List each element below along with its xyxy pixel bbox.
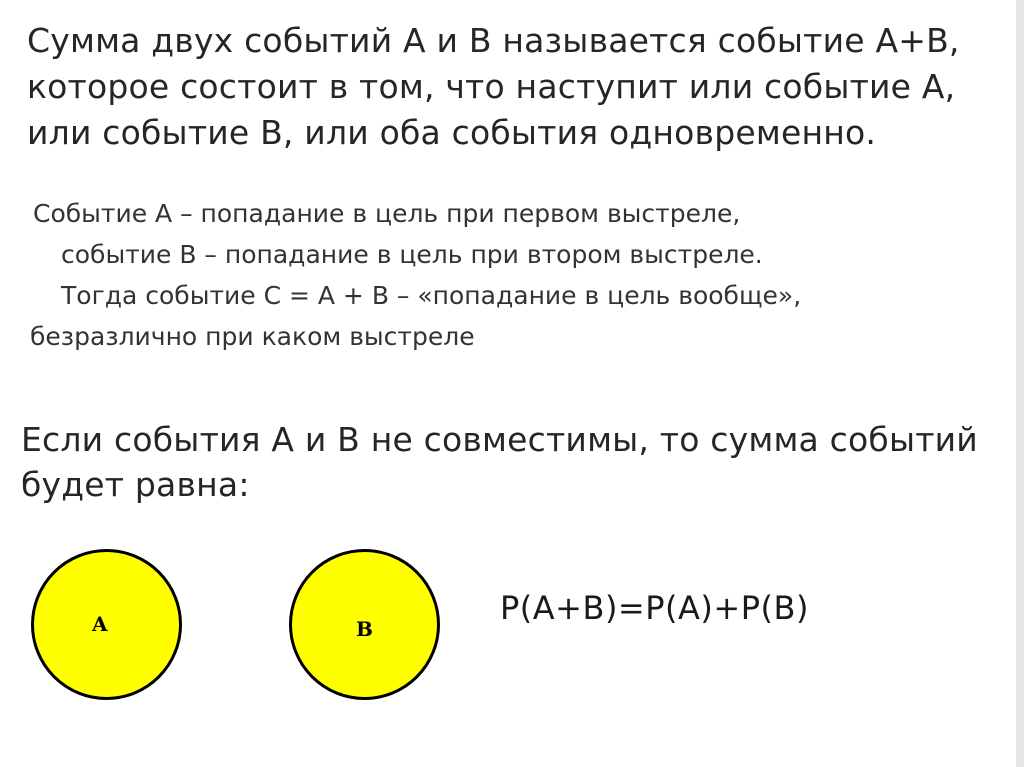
definition-text	[27, 18, 1007, 156]
example-line-1: Событие А – попадание в цель при первом выстреле,	[33, 199, 741, 228]
slide-edge	[1016, 0, 1024, 767]
definition-line-2: которое состоит в том, что наступит или событие А,	[27, 67, 956, 106]
event-a-label: A	[92, 612, 108, 636]
condition-line-1: Если события А и В не совместимы, то сумма событий	[21, 420, 978, 459]
event-b-label: B	[356, 617, 373, 641]
example-line-2: событие В – попадание в цель при втором выстреле.	[61, 240, 763, 269]
example-text	[30, 193, 993, 357]
definition-line-3: или событие В, или оба события одновременно.	[27, 113, 877, 152]
example-line-4: безразлично при каком выстреле	[30, 322, 475, 351]
definition-line-1: Сумма двух событий А и В называется событие А+В,	[27, 21, 960, 60]
example-line-3: Тогда событие С = А + В – «попадание в цель вообще»,	[61, 281, 802, 310]
condition-line-2: будет равна:	[21, 465, 250, 504]
condition-text	[21, 417, 1011, 507]
sum-formula: P(A+B)=P(A)+P(B)	[500, 589, 809, 627]
